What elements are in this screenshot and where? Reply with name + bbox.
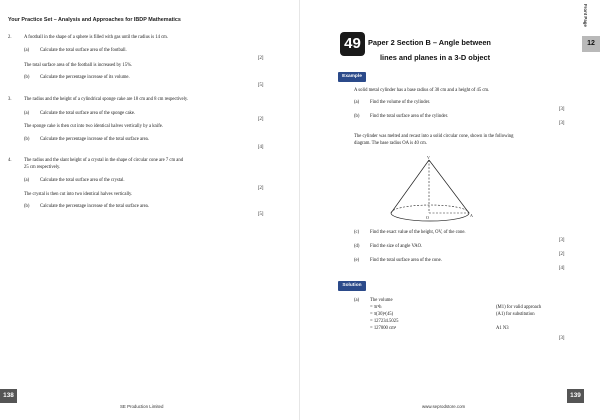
- marks: [2]: [258, 56, 264, 61]
- part-label: (b): [24, 204, 30, 209]
- marks: [3]: [559, 336, 565, 341]
- marks: [4]: [258, 145, 264, 150]
- solution-line: = πr²h: [370, 305, 382, 310]
- page-number-right: 139: [567, 389, 584, 403]
- marks: [4]: [559, 266, 565, 271]
- marks: [3]: [559, 238, 565, 243]
- part-text: Calculate the total surface area of the sponge cake.: [40, 111, 136, 116]
- question-stem: The radius and the slant height of a crystal in the shape of circular cone are 7 cm and: [24, 158, 184, 163]
- solution-line: = 127234.5025: [370, 319, 399, 324]
- example-badge: Example: [338, 72, 366, 82]
- part-label: (a): [24, 178, 30, 183]
- marks: [3]: [559, 121, 565, 126]
- question-note: The sponge cake is then cut into two identical halves vertically by a knife.: [24, 124, 164, 129]
- part-label: (b): [24, 137, 30, 142]
- cone-diagram: [385, 155, 475, 230]
- solution-line: The volume: [370, 298, 393, 303]
- part-text: Calculate the percentage increase of the total surface area.: [40, 137, 149, 142]
- chapter-title-line-1: Paper 2 Section B – Angle between: [368, 38, 491, 47]
- part-label: (b): [24, 75, 30, 80]
- cone-slant-left: [391, 160, 429, 213]
- footer-right: www.seprodstore.com: [422, 404, 466, 409]
- marking-note: (A1) for substitution: [496, 312, 535, 317]
- marks: [2]: [258, 186, 264, 191]
- part-label: (a): [354, 100, 360, 105]
- part-text: Find the total surface area of the cone.: [370, 258, 442, 263]
- marks: [5]: [258, 83, 264, 88]
- part-label: (a): [24, 111, 30, 116]
- marks: [3]: [559, 107, 565, 112]
- marking-note: A1 N3: [496, 326, 509, 331]
- cone-base-back: [391, 205, 469, 213]
- part-label: (d): [354, 244, 360, 249]
- part-text: Calculate the percentage increase of its volume.: [40, 75, 130, 80]
- question-stem: A football in the shape of a sphere is filled with gas until the radius is 14 cm.: [24, 35, 168, 40]
- question-stem: The radius and the height of a cylindrical sponge cake are 18 cm and 8 cm respectively.: [24, 97, 189, 102]
- cone-base-front: [391, 213, 469, 221]
- solution-part-label: (a): [354, 298, 360, 303]
- part-text: Find the volume of the cylinder.: [370, 100, 431, 105]
- part-text: Calculate the total surface area of the crystal.: [40, 178, 125, 183]
- part-label: (c): [354, 230, 360, 235]
- question-number: 3.: [8, 97, 12, 102]
- right-page: [300, 0, 600, 420]
- question-number: 2.: [8, 35, 12, 40]
- chapter-number-badge: 49: [340, 32, 365, 56]
- part-text: Find the exact value of the height, OV, of the cone.: [370, 230, 466, 235]
- solution-badge: Solution: [338, 281, 366, 291]
- question-stem-continued: 25 cm respectively.: [24, 165, 61, 170]
- solution-line: = π(30)²(45): [370, 312, 394, 317]
- side-label: Front Page: [583, 4, 588, 27]
- part-text: Find the size of angle VAO.: [370, 244, 423, 249]
- part-label: (b): [354, 114, 360, 119]
- marks: [5]: [258, 212, 264, 217]
- solution-line: = 127000 cm³: [370, 326, 397, 331]
- chapter-title-line-2: lines and planes in a 3-D object: [380, 53, 491, 62]
- label-v: V: [427, 155, 430, 160]
- marking-note: (M1) for valid approach: [496, 305, 542, 310]
- part-label: (a): [24, 48, 30, 53]
- page-number-left: 138: [0, 389, 17, 403]
- question-number: 4.: [8, 158, 12, 163]
- label-a: A: [470, 213, 473, 218]
- part-label: (e): [354, 258, 360, 263]
- running-header: Your Practice Set – Analysis and Approaches for IBDP Mathematics: [8, 17, 181, 23]
- example-description-continued: diagram. The base radius OA is 40 cm.: [354, 141, 427, 146]
- question-note: The total surface area of the football is increased by 15%.: [24, 63, 133, 68]
- label-o: O: [426, 215, 429, 220]
- footer-left: SE Production Limited: [120, 404, 164, 409]
- chapter-tab: 12: [582, 36, 600, 52]
- part-text: Calculate the total surface area of the football.: [40, 48, 127, 53]
- part-text: Find the total surface area of the cylinder.: [370, 114, 449, 119]
- marks: [2]: [258, 117, 264, 122]
- example-intro: A solid metal cylinder has a base radius of 30 cm and a height of 45 cm.: [354, 88, 490, 93]
- example-description: The cylinder was melted and recast into a solid circular cone, shown in the following: [354, 134, 514, 139]
- marks: [2]: [559, 252, 565, 257]
- part-text: Calculate the percentage increase of the total surface area.: [40, 204, 149, 209]
- question-note: The crystal is then cut into two identical halves vertically.: [24, 192, 133, 197]
